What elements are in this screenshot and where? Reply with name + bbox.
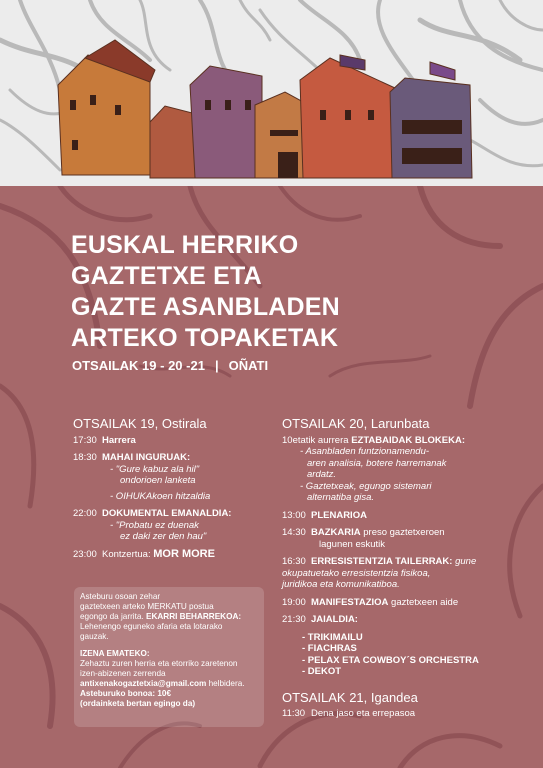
event-dates — [72, 358, 268, 373]
schedule-item — [73, 508, 273, 543]
item-detail: - "Gure kabuz ala hil" — [110, 463, 200, 475]
title-line: ARTEKO TOPAKETAK — [71, 324, 339, 352]
day-heading: OTSAILAK 20, Larunbata — [282, 416, 430, 431]
item-time: 16:30 — [282, 556, 306, 567]
dates-separator: | — [214, 358, 219, 373]
item-time: 18:30 — [73, 452, 97, 463]
info-text: egongo da jarrita. — [80, 612, 144, 621]
item-detail: aren analisia, botere harremanak — [307, 457, 447, 469]
info-text: (ordainketa bertan egingo da) — [80, 699, 196, 708]
info-text: gauzak. — [80, 632, 109, 641]
item-detail: gaztetxeen aide — [391, 596, 459, 608]
item-detail: gune — [455, 556, 477, 567]
item-title: EZTABAIDAK BLOKEKA: — [351, 434, 466, 446]
item-title: Harrera — [102, 434, 136, 446]
item-detail: juridikoa eta komunikatiboa. — [282, 579, 400, 590]
item-prefix: Kontzertua: — [102, 548, 151, 560]
info-label: Asteburuko bonoa: — [80, 689, 156, 698]
day-heading: OTSAILAK 21, Igandea — [282, 689, 418, 705]
item-time: 11:30 — [282, 708, 306, 719]
schedule-item — [282, 435, 497, 504]
item-time: 10etatik aurrera — [282, 434, 349, 446]
item-title: MANIFESTAZIOA — [311, 596, 389, 608]
info-box-text — [80, 592, 266, 716]
poster-title — [71, 230, 491, 354]
item-time: 17:30 — [73, 434, 97, 446]
band-item: - FIACHRAS — [302, 643, 357, 654]
item-title: MAHAI INGURUAK: — [102, 452, 191, 463]
dates-place: OÑATI — [228, 358, 269, 373]
bono-price: 10€ — [157, 689, 172, 698]
schedule-item — [73, 549, 273, 561]
schedule-item — [282, 527, 497, 550]
info-text: Asteburu osoan zehar — [80, 592, 161, 601]
illustration-band — [0, 0, 543, 188]
info-label: IZENA EMATEKO: — [80, 649, 150, 658]
item-time: 22:00 — [73, 508, 97, 519]
schedule-item — [73, 452, 273, 502]
schedule-item — [282, 614, 497, 678]
schedule-item — [282, 597, 497, 609]
item-title: PLENARIOA — [311, 509, 367, 521]
item-title: BAZKARIA — [311, 527, 361, 538]
item-title: Dena jaso eta errepasoa — [311, 708, 416, 719]
dates-days: OTSAILAK 19 - 20 -21 — [72, 358, 205, 373]
schedule-item — [282, 510, 497, 522]
schedule-item — [282, 556, 497, 591]
item-detail: - "Probatu ez duenak — [110, 519, 199, 531]
item-title: ERRESISTENTZIA TAILERRAK: — [311, 556, 453, 567]
info-text: Lehenengo eguneko afaria eta lotarako — [80, 622, 223, 631]
title-line: GAZTE ASANBLADEN — [71, 293, 340, 321]
item-title: DOKUMENTAL EMANALDIA: — [102, 508, 232, 519]
item-time: 13:00 — [282, 509, 306, 521]
item-time: 19:00 — [282, 596, 306, 608]
schedule-item — [282, 708, 497, 720]
friday-schedule — [73, 418, 273, 566]
day-heading: OTSAILAK 19, Ostirala — [73, 416, 207, 431]
item-title: MOR MORE — [153, 547, 215, 560]
schedule-item — [73, 435, 273, 447]
item-detail: - Gaztetxeak, egungo sistemari — [300, 480, 432, 492]
item-time: 23:00 — [73, 548, 97, 560]
branches-illustration — [0, 0, 543, 188]
item-detail: alternatiba gisa. — [307, 492, 375, 503]
item-detail: ondorioen lanketa — [120, 475, 196, 486]
item-detail: - Asanbladen funtzionamendu- — [300, 446, 430, 457]
band-item: - DEKOT — [302, 666, 342, 677]
item-time: 21:30 — [282, 614, 306, 625]
item-detail: ardatz. — [307, 469, 337, 480]
item-detail: ez daki zer den hau" — [120, 531, 207, 542]
item-detail: lagunen eskutik — [319, 538, 386, 550]
contact-email[interactable]: antixenakogaztetxia@gmail.com — [80, 679, 207, 688]
item-title: JAIALDIA: — [311, 614, 358, 625]
info-text: helbidera. — [208, 679, 245, 688]
title-line: GAZTETXE ETA — [71, 262, 262, 290]
band-item: - TRIKIMAILU — [302, 631, 363, 643]
item-detail: preso gaztetxeroen — [363, 527, 445, 538]
info-label: EKARRI BEHARREKOA: — [146, 612, 242, 621]
title-line: EUSKAL HERRIKO — [71, 231, 299, 259]
info-text: gaztetxeen arteko MERKATU postua — [80, 602, 214, 611]
item-detail: - OIHUKAkoen hitzaldia — [110, 490, 211, 502]
weekend-schedule — [282, 418, 497, 726]
item-time: 14:30 — [282, 527, 306, 538]
info-text: izen-abizenen zerrenda — [80, 669, 166, 678]
info-text: Zehaztu zuren herria eta etorriko zaretenon — [80, 659, 238, 668]
item-detail: okupatuetako erresistentzia fisikoa, — [282, 567, 431, 579]
band-item: - PELAX ETA COWBOY´S ORCHESTRA — [302, 654, 479, 666]
